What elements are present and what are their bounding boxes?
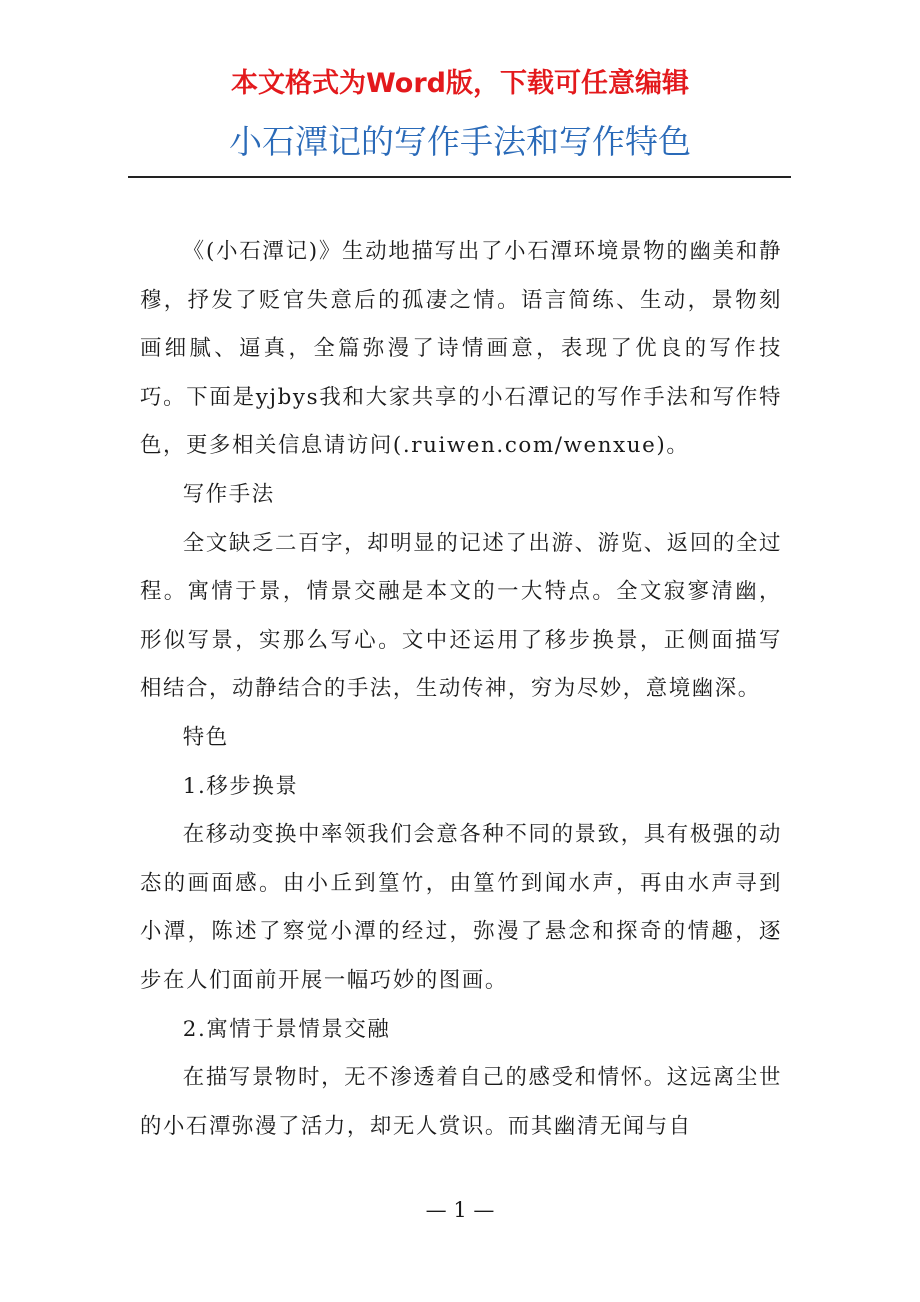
intro-paragraph: 《(小石潭记)》生动地描写出了小石潭环境景物的幽美和静穆，抒发了贬官失意后的孤凄之情。语言简练、生动，景物刻画细腻、逼真，全篇弥漫了诗情画意，表现了优良的写作技巧。下面是yjbys我和大家共享的小石潭记的写作手法和写作特色，更多相关信息请访问(.ruiwen.com/wenxue)。 bbox=[140, 239, 782, 459]
page-number: — 1 — bbox=[425, 1198, 495, 1222]
changing-scenes-paragraph: 在移动变换中率领我们会意各种不同的景致，具有极强的动态的画面感。由小丘到篁竹，由篁竹到闻水声，再由水声寻到小潭，陈述了察觉小潭的经过，弥漫了悬念和探奇的情趣，逐步在人们面前开展一幅巧妙的图画。 bbox=[140, 822, 782, 993]
subheading-emotion-in-scenery: 2.寓情于景情景交融 bbox=[182, 1016, 391, 1042]
section-heading-writing-technique: 写作手法 bbox=[182, 481, 275, 507]
document-title: 小石潭记的写作手法和写作特色 bbox=[229, 122, 691, 161]
document-body bbox=[140, 228, 782, 1151]
subheading-changing-scenes: 1.移步换景 bbox=[182, 773, 299, 799]
section-heading-features: 特色 bbox=[182, 724, 229, 750]
writing-technique-paragraph: 全文缺乏二百字，却明显的记述了出游、游览、返回的全过程。寓情于景，情景交融是本文的一大特点。全文寂寥清幽，形似写景，实那么写心。文中还运用了移步换景，正侧面描写相结合，动静结合的手法，生动传神，穷为尽妙，意境幽深。 bbox=[140, 530, 782, 702]
format-notice-banner: 本文格式为Word版，下载可任意编辑 bbox=[230, 68, 689, 99]
emotion-in-scenery-paragraph: 在描写景物时，无不渗透着自己的感受和情怀。这远离尘世的小石潭弥漫了活力，却无人赏识。而其幽清无闻与自 bbox=[140, 1065, 782, 1139]
title-divider bbox=[128, 176, 791, 178]
